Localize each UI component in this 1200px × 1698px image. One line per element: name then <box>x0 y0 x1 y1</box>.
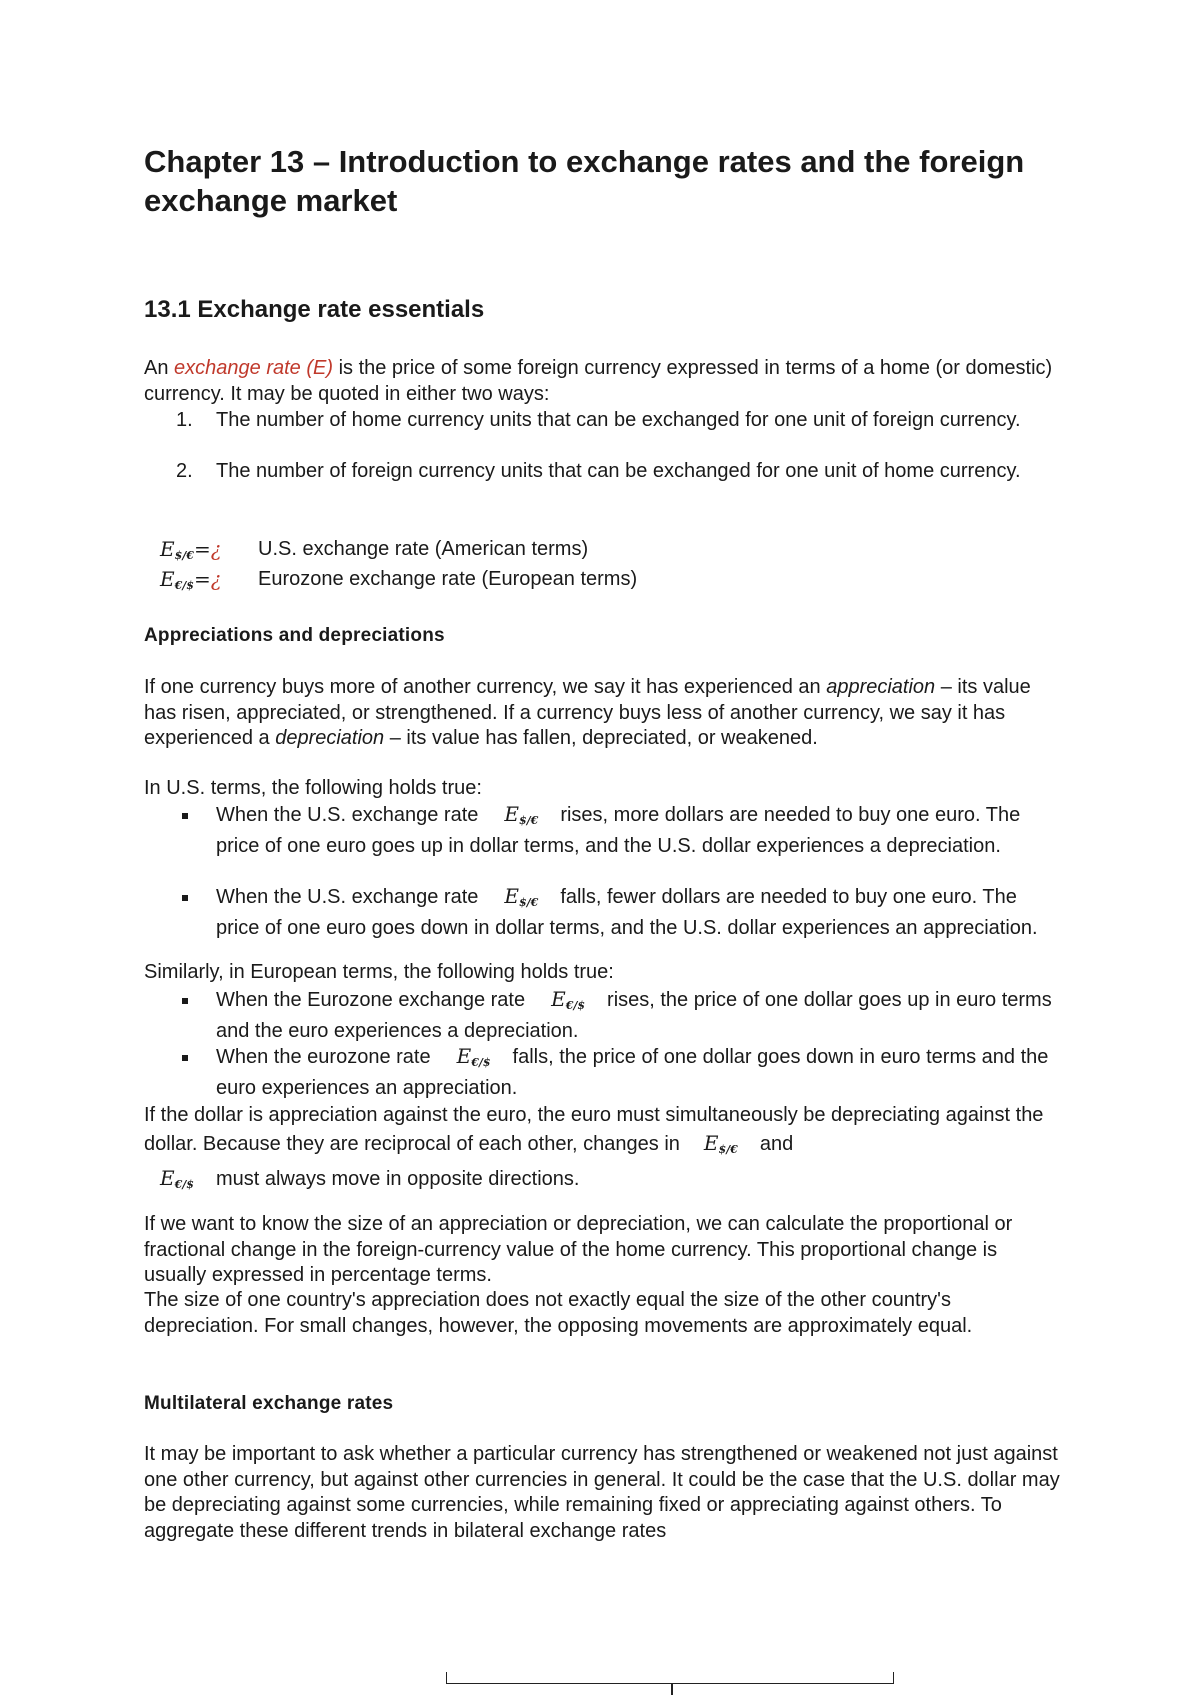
reciprocal-paragraph: If the dollar is appreciation against the euro, the euro must simultaneously be depreciating against the dollar. Because they are reciprocal of each other, changes in $E_{\$/€}$ and $E_{€/\$}$ must always move in opposite directions. <box>144 1104 1044 1191</box>
eu-terms-intro: Similarly, in European terms, the following holds true: <box>144 961 614 983</box>
intro-paragraph: An exchange rate (E) is the price of some foreign currency expressed in terms of a home (or domestic) currency. It may be quoted in either two ways: <box>144 357 1053 405</box>
bullet <box>182 813 188 819</box>
appreciation-paragraph: If one currency buys more of another currency, we say it has experienced an appreciation – its value has risen, appreciated, or strengthened. If a currency buys less of another currency, we say it has experienced a depreciation – its value has fallen, depreciated, or weakened. <box>144 676 1031 749</box>
bullet <box>182 998 188 1004</box>
section-heading: 13.1 Exchange rate essentials <box>144 296 485 323</box>
us-terms-intro: In U.S. terms, the following holds true: <box>144 777 482 799</box>
heading-multilateral: Multilateral exchange rates <box>144 1393 394 1414</box>
chapter-title: Chapter 13 – Introduction to exchange rates and the foreign exchange market <box>144 144 1025 218</box>
size-paragraph-2: The size of one country's appreciation does not exactly equal the size of the other country's depreciation. For small changes, however, the opposing movements are approximately equal. <box>144 1289 973 1337</box>
footer-tick <box>671 1683 673 1695</box>
footer-bracket <box>446 1672 894 1684</box>
exchange-rate-term: exchange rate (E) <box>174 357 334 379</box>
equation-us: $E_{\$/€}=¿$ U.S. exchange rate (American terms) <box>160 537 589 562</box>
equation-eurozone: $E_{€/\$}=¿$ Eurozone exchange rate (European terms) <box>160 567 638 592</box>
multilateral-paragraph: It may be important to ask whether a particular currency has strengthened or weakened not just against one other currency, but against other currencies in general. It could be the case that the U.S. dollar may be depreciating against some currencies, while remaining fixed or appreciating against others. To aggregate these different trends in bilateral exchange rates <box>144 1443 1060 1542</box>
size-paragraph: If we want to know the size of an appreciation or depreciation, we can calculate the proportional or fractional change in the foreign-currency value of the home currency. This proportional change is usually expressed in percentage terms. <box>144 1213 1013 1286</box>
bullet <box>182 895 188 901</box>
heading-appreciation: Appreciations and depreciations <box>144 625 445 646</box>
bullet <box>182 1055 188 1061</box>
